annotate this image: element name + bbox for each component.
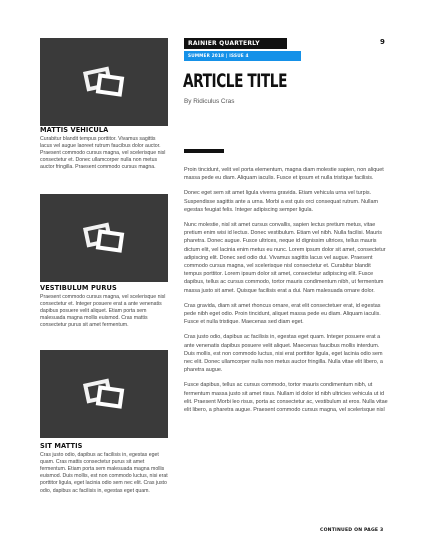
body-paragraph: Cras gravida, diam sit amet rhoncus ornare, erat elit consectetuer erat, id egestas pede nibh eget odio. Proin tincidunt, aliquet massa pede eu diam. Aliquam iaculis. Fusce et nulla tristique. Maecenas sed diam eget. bbox=[184, 302, 381, 326]
sidebar-block-1 bbox=[40, 126, 168, 172]
body-paragraph: Fusce dapibus, tellus ac cursus commodo, tortor mauris condimentum nibh, ut fermentum massa justo sit amet risus. Nullam id dolor id nibh ultricies vehicula ut id elit. Praesent Morbi leo risus, porta ac consectetur ac, vestibulum at eros. Nulla vitae elit libero, a pharetra augue. Praesent commodo cursus magna, vel scelerisque nisl bbox=[184, 382, 388, 414]
photo-placeholder-2 bbox=[40, 194, 168, 282]
photo-placeholder-3 bbox=[40, 350, 168, 438]
sidebar-heading: VESTIBULUM PURUS bbox=[40, 284, 117, 292]
body-paragraph: Cras justo odio, dapibus ac facilisis in, egestas eget quam. Integer posuere erat a ante venenatis dapibus posuere velit aliquet. Maecenas faucibus mollis interdum. Duis mollis, est non commodo luctus, nisi erat porttitor ligula, eget lacinia odio sem nec elit. Donec ullamcorper nulla non metus auctor fringilla. Nulla vitae elit libero, a pharetra augue. bbox=[184, 334, 383, 374]
continued-note: CONTINUED ON PAGE 3 bbox=[320, 528, 384, 533]
sidebar-text: Cras justo odio, dapibus ac facilisis in, egestas eget quam. Cras mattis consectetur purus sit amet fermentum. Etiam porta sem malesuada magna mollis euismod. Duis mollis, est non commodo luctus, nisi erat porttitor ligula, eget lacinia odio sem nec elit. Cras justo odio, dapibus ac facilisis in, egestas eget quam. bbox=[40, 451, 168, 494]
issue-label: SUMMER 2018 | ISSUE 4 bbox=[188, 53, 249, 59]
sidebar-heading: SIT MATTIS bbox=[40, 442, 83, 450]
photo-slides-icon bbox=[82, 65, 126, 99]
article-byline: By Ridiculus Cras bbox=[184, 98, 235, 105]
photo-placeholder-1 bbox=[40, 38, 168, 126]
title-divider bbox=[184, 149, 224, 153]
sidebar-text: Curabitur blandit tempus porttitor. Vivamus sagittis lacus vel augue laoreet rutrum faucibus dolor auctor. Praesent commodo cursus magna, vel scelerisque nisl consectetur et. Donec ullamcorper nulla non metus auctor fringilla. Praesent commodo cursus magna. bbox=[40, 135, 166, 171]
sidebar-block-3 bbox=[40, 442, 168, 495]
article-title: ARTICLE TITLE bbox=[183, 70, 287, 92]
photo-slides-icon bbox=[82, 377, 126, 411]
publication-name: RAINIER QUARTERLY bbox=[188, 40, 260, 48]
sidebar-block-2 bbox=[40, 284, 168, 330]
page-number: 9 bbox=[380, 38, 385, 46]
issue-bar bbox=[184, 51, 301, 61]
body-paragraph: Nunc molestie, nisl sit amet cursus convallis, sapien lectus pretium metus, vitae pretium enim wisi id lectus. Donec vestibulum. Etiam vel nibh. Nulla facilisi. Mauris pharetra. Donec augue. Fusce ultrices, neque id dignissim ultrices, tellus mauris dictum elit, vel lacinia enim metus eu nunc. Lorem ipsum dolor sit amet, consectetur adipiscing elit. Donec sed odio dui. Vivamus sagittis lacus vel augue. Praesent commodo cursus magna, vel scelerisque nisl consectetur et. Curabitur blandit tempus porttitor. Lorem ipsum dolor sit amet, consectetur adipiscing elit. Fusce dapibus, tellus ac cursus commodo, tortor mauris condimentum nibh, ut fermentum massa justo sit amet. Quisque facilisis erat a dui. Nam malesuada ornare dolor. bbox=[184, 222, 386, 294]
publication-masthead bbox=[184, 38, 287, 49]
photo-slides-icon bbox=[82, 221, 126, 255]
article-body bbox=[184, 166, 390, 421]
sidebar-heading: MATTIS VEHICULA bbox=[40, 126, 109, 134]
body-paragraph: Donec eget sem sit amet ligula viverra gravida. Etiam vehicula urna vel turpis. Suspendisse sagittis ante a urna. Morbi a est quis orci consequat rutrum. Nullam egestas feugiat felis. Integer adipiscing semper ligula. bbox=[184, 190, 379, 213]
body-paragraph: Proin tincidunt, velit vel porta elementum, magna diam molestie sapien, non aliquet massa pede eu diam. Aliquam iaculis. Fusce et ipsum et nulla tristique facilisis. bbox=[184, 167, 384, 182]
sidebar-text: Praesent commodo cursus magna, vel scelerisque nisl consectetur et. Integer posuere erat a ante venenatis dapibus posuere velit aliquet. Etiam porta sem malesuada magna mollis euismod. Cras mattis consectetur purus sit amet fermentum. bbox=[40, 293, 166, 329]
